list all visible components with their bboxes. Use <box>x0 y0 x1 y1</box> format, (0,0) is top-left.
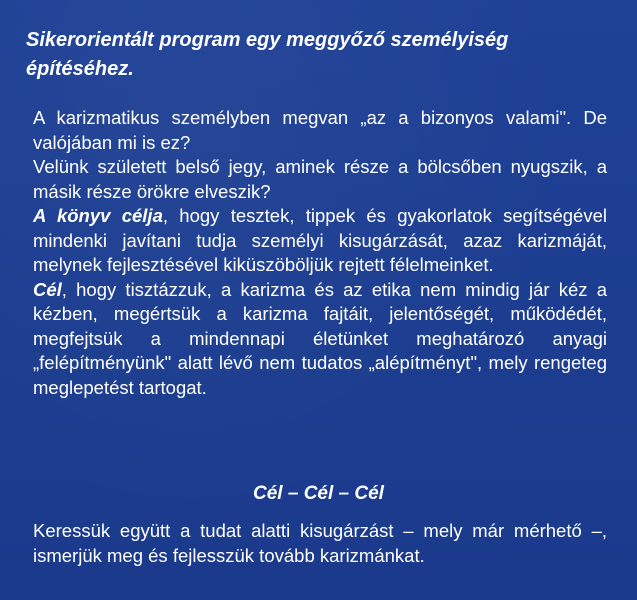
heading-line-2: építéséhez. <box>26 58 134 80</box>
cover-heading <box>26 26 626 84</box>
paragraph-question: Velünk született belső jegy, aminek része a bölcsőben nyugszik, a másik része örökre elveszik? <box>33 156 607 202</box>
heading-line-1: Sikerorientált program egy meggyőző személyiség <box>26 29 509 51</box>
goal-lead: Cél <box>33 278 62 300</box>
paragraph-goal <box>33 278 607 401</box>
closing-paragraph <box>33 518 607 568</box>
goal-text: , hogy tisztázzuk, a karizma és az etika nem mindig jár kéz a kézben, megértsük a karizma fajtáit, jelentőségét, működédét, megfejtsük a mindennapi életünket meghatározó anyagi „felépítményünk" alatt lévő nem tudatos „alépítményt", mely rengeteg meglepetést tartogat. <box>33 278 607 398</box>
center-heading: Cél – Cél – Cél <box>253 483 384 504</box>
paragraph-book-goal <box>33 204 607 278</box>
closing-text: Keressük együtt a tudat alatti kisugárzást – mely már mérhető –, ismerjük meg és fejlesszük tovább karizmánkat. <box>33 520 607 566</box>
book-goal-lead: A könyv célja <box>33 205 163 226</box>
paragraph-intro: A karizmatikus személyben megvan „az a bizonyos valami". De valójában mi is ez? <box>33 107 607 153</box>
description-body <box>33 106 607 400</box>
book-goal-text: , hogy tesztek, tippek és gyakorlatok segítségével mindenki javítani tudja személyi kisugárzását, azaz karizmáját, melynek fejlesztésével kiküszöböljük rejtett félelmeinket. <box>33 205 607 275</box>
